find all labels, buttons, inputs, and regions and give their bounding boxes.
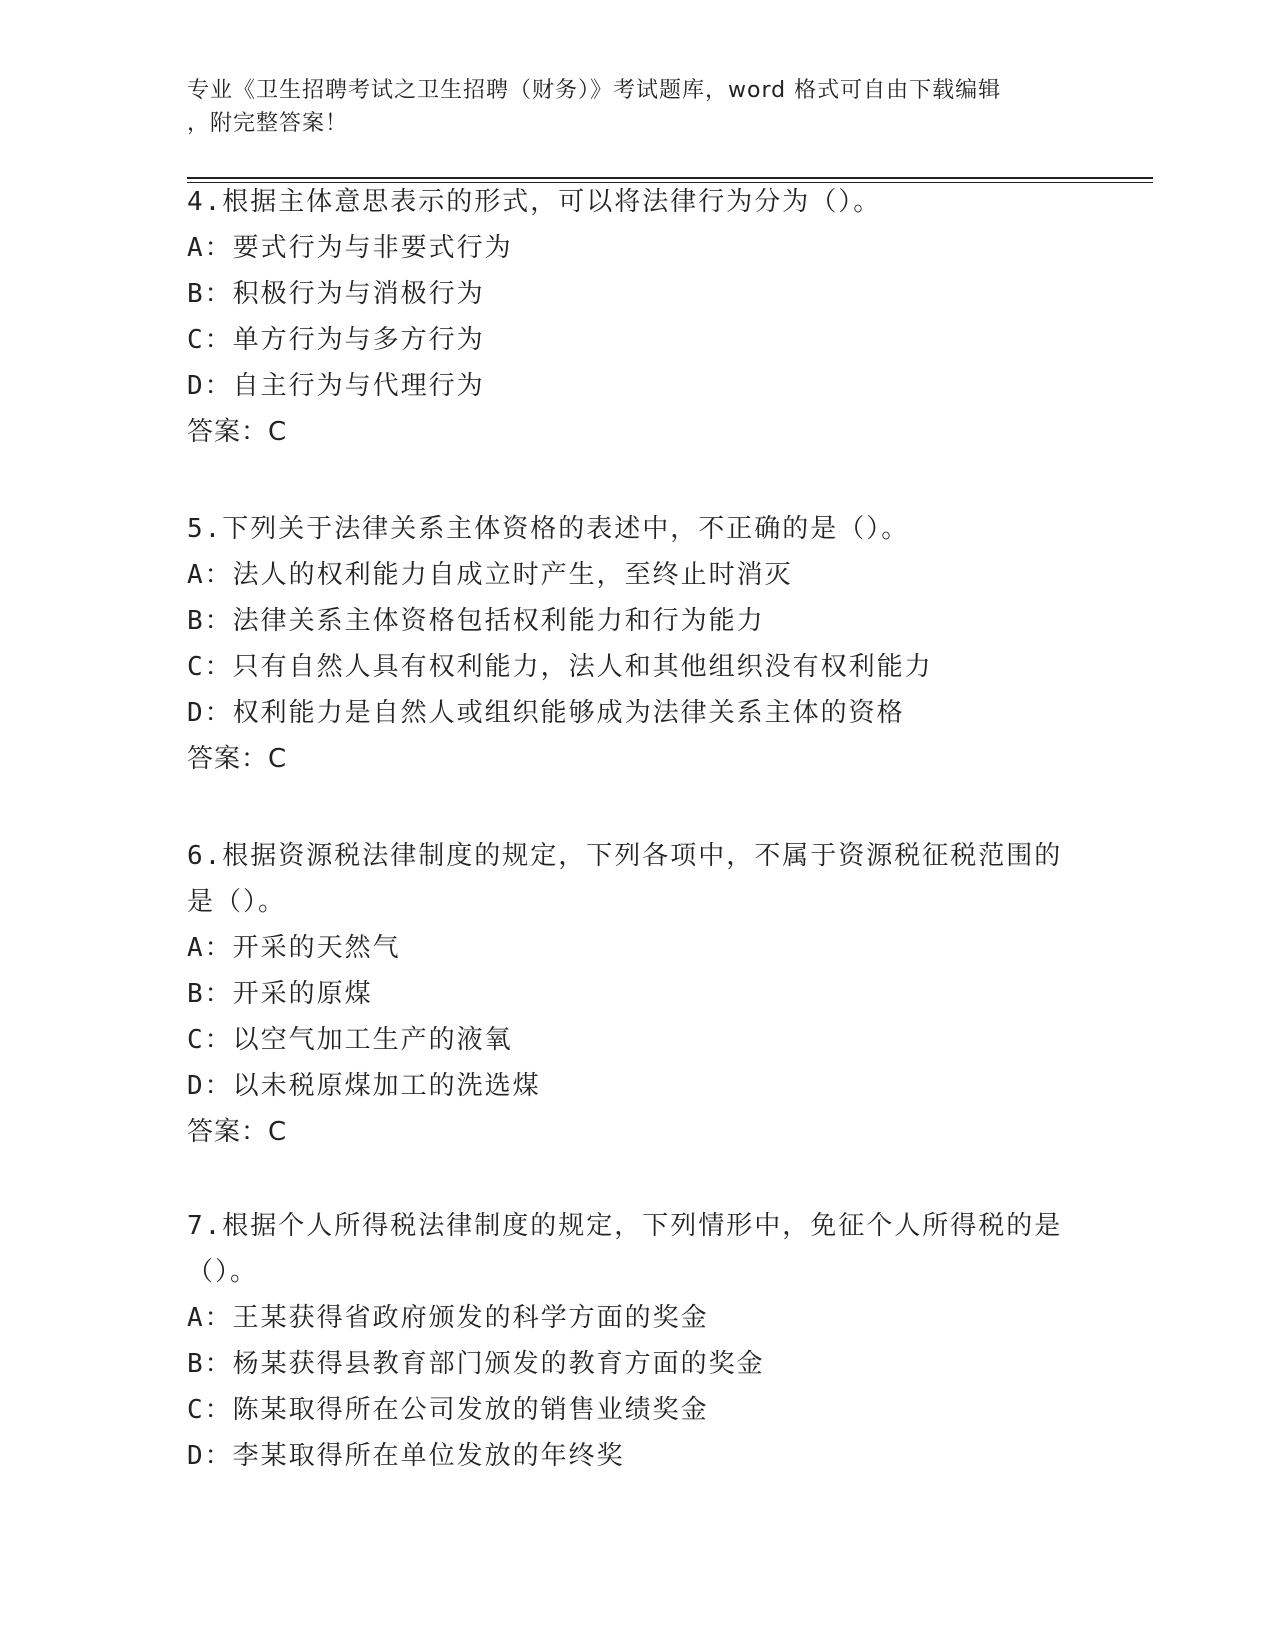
- option-c: C：单方行为与多方行为: [187, 325, 485, 355]
- answer-line: 答案：C: [187, 1117, 288, 1147]
- option-b: B：法律关系主体资格包括权利能力和行为能力: [187, 606, 765, 636]
- question-block-4: [187, 179, 1067, 455]
- question-text: 6.根据资源税法律制度的规定，下列各项中，不属于资源税征税范围的是（）。: [187, 841, 1063, 917]
- option-b: B：积极行为与消极行为: [187, 279, 485, 309]
- option-d: D：自主行为与代理行为: [187, 371, 485, 401]
- option-a: A：王某获得省政府颁发的科学方面的奖金: [187, 1303, 709, 1333]
- option-c: C：只有自然人具有权利能力，法人和其他组织没有权利能力: [187, 652, 933, 682]
- question-block-7: [187, 1203, 1067, 1479]
- option-a: A：要式行为与非要式行为: [187, 233, 513, 263]
- option-c: C：陈某取得所在公司发放的销售业绩奖金: [187, 1395, 709, 1425]
- option-a: A：法人的权利能力自成立时产生，至终止时消灭: [187, 560, 793, 590]
- option-c: C：以空气加工生产的液氧: [187, 1025, 513, 1055]
- option-b: B：杨某获得县教育部门颁发的教育方面的奖金: [187, 1349, 765, 1379]
- question-text: 7.根据个人所得税法律制度的规定，下列情形中，免征个人所得税的是（）。: [187, 1211, 1063, 1287]
- option-a: A：开采的天然气: [187, 933, 401, 963]
- question-text: 5.下列关于法律关系主体资格的表述中，不正确的是（）。: [187, 514, 910, 544]
- header-line-1: 专业《卫生招聘考试之卫生招聘（财务）》考试题库，word 格式可自由下载编辑: [187, 78, 1002, 103]
- question-block-6: [187, 833, 1067, 1155]
- question-text: 4.根据主体意思表示的形式，可以将法律行为分为（）。: [187, 187, 882, 217]
- option-d: D：李某取得所在单位发放的年终奖: [187, 1441, 625, 1471]
- option-d: D：权利能力是自然人或组织能够成为法律关系主体的资格: [187, 698, 905, 728]
- option-b: B：开采的原煤: [187, 979, 373, 1009]
- header-line-2: ，附完整答案！: [187, 111, 349, 136]
- answer-line: 答案：C: [187, 744, 288, 774]
- question-block-5: [187, 506, 1067, 782]
- document-header: [187, 74, 1067, 140]
- answer-line: 答案：C: [187, 417, 288, 447]
- option-d: D：以未税原煤加工的洗选煤: [187, 1071, 541, 1101]
